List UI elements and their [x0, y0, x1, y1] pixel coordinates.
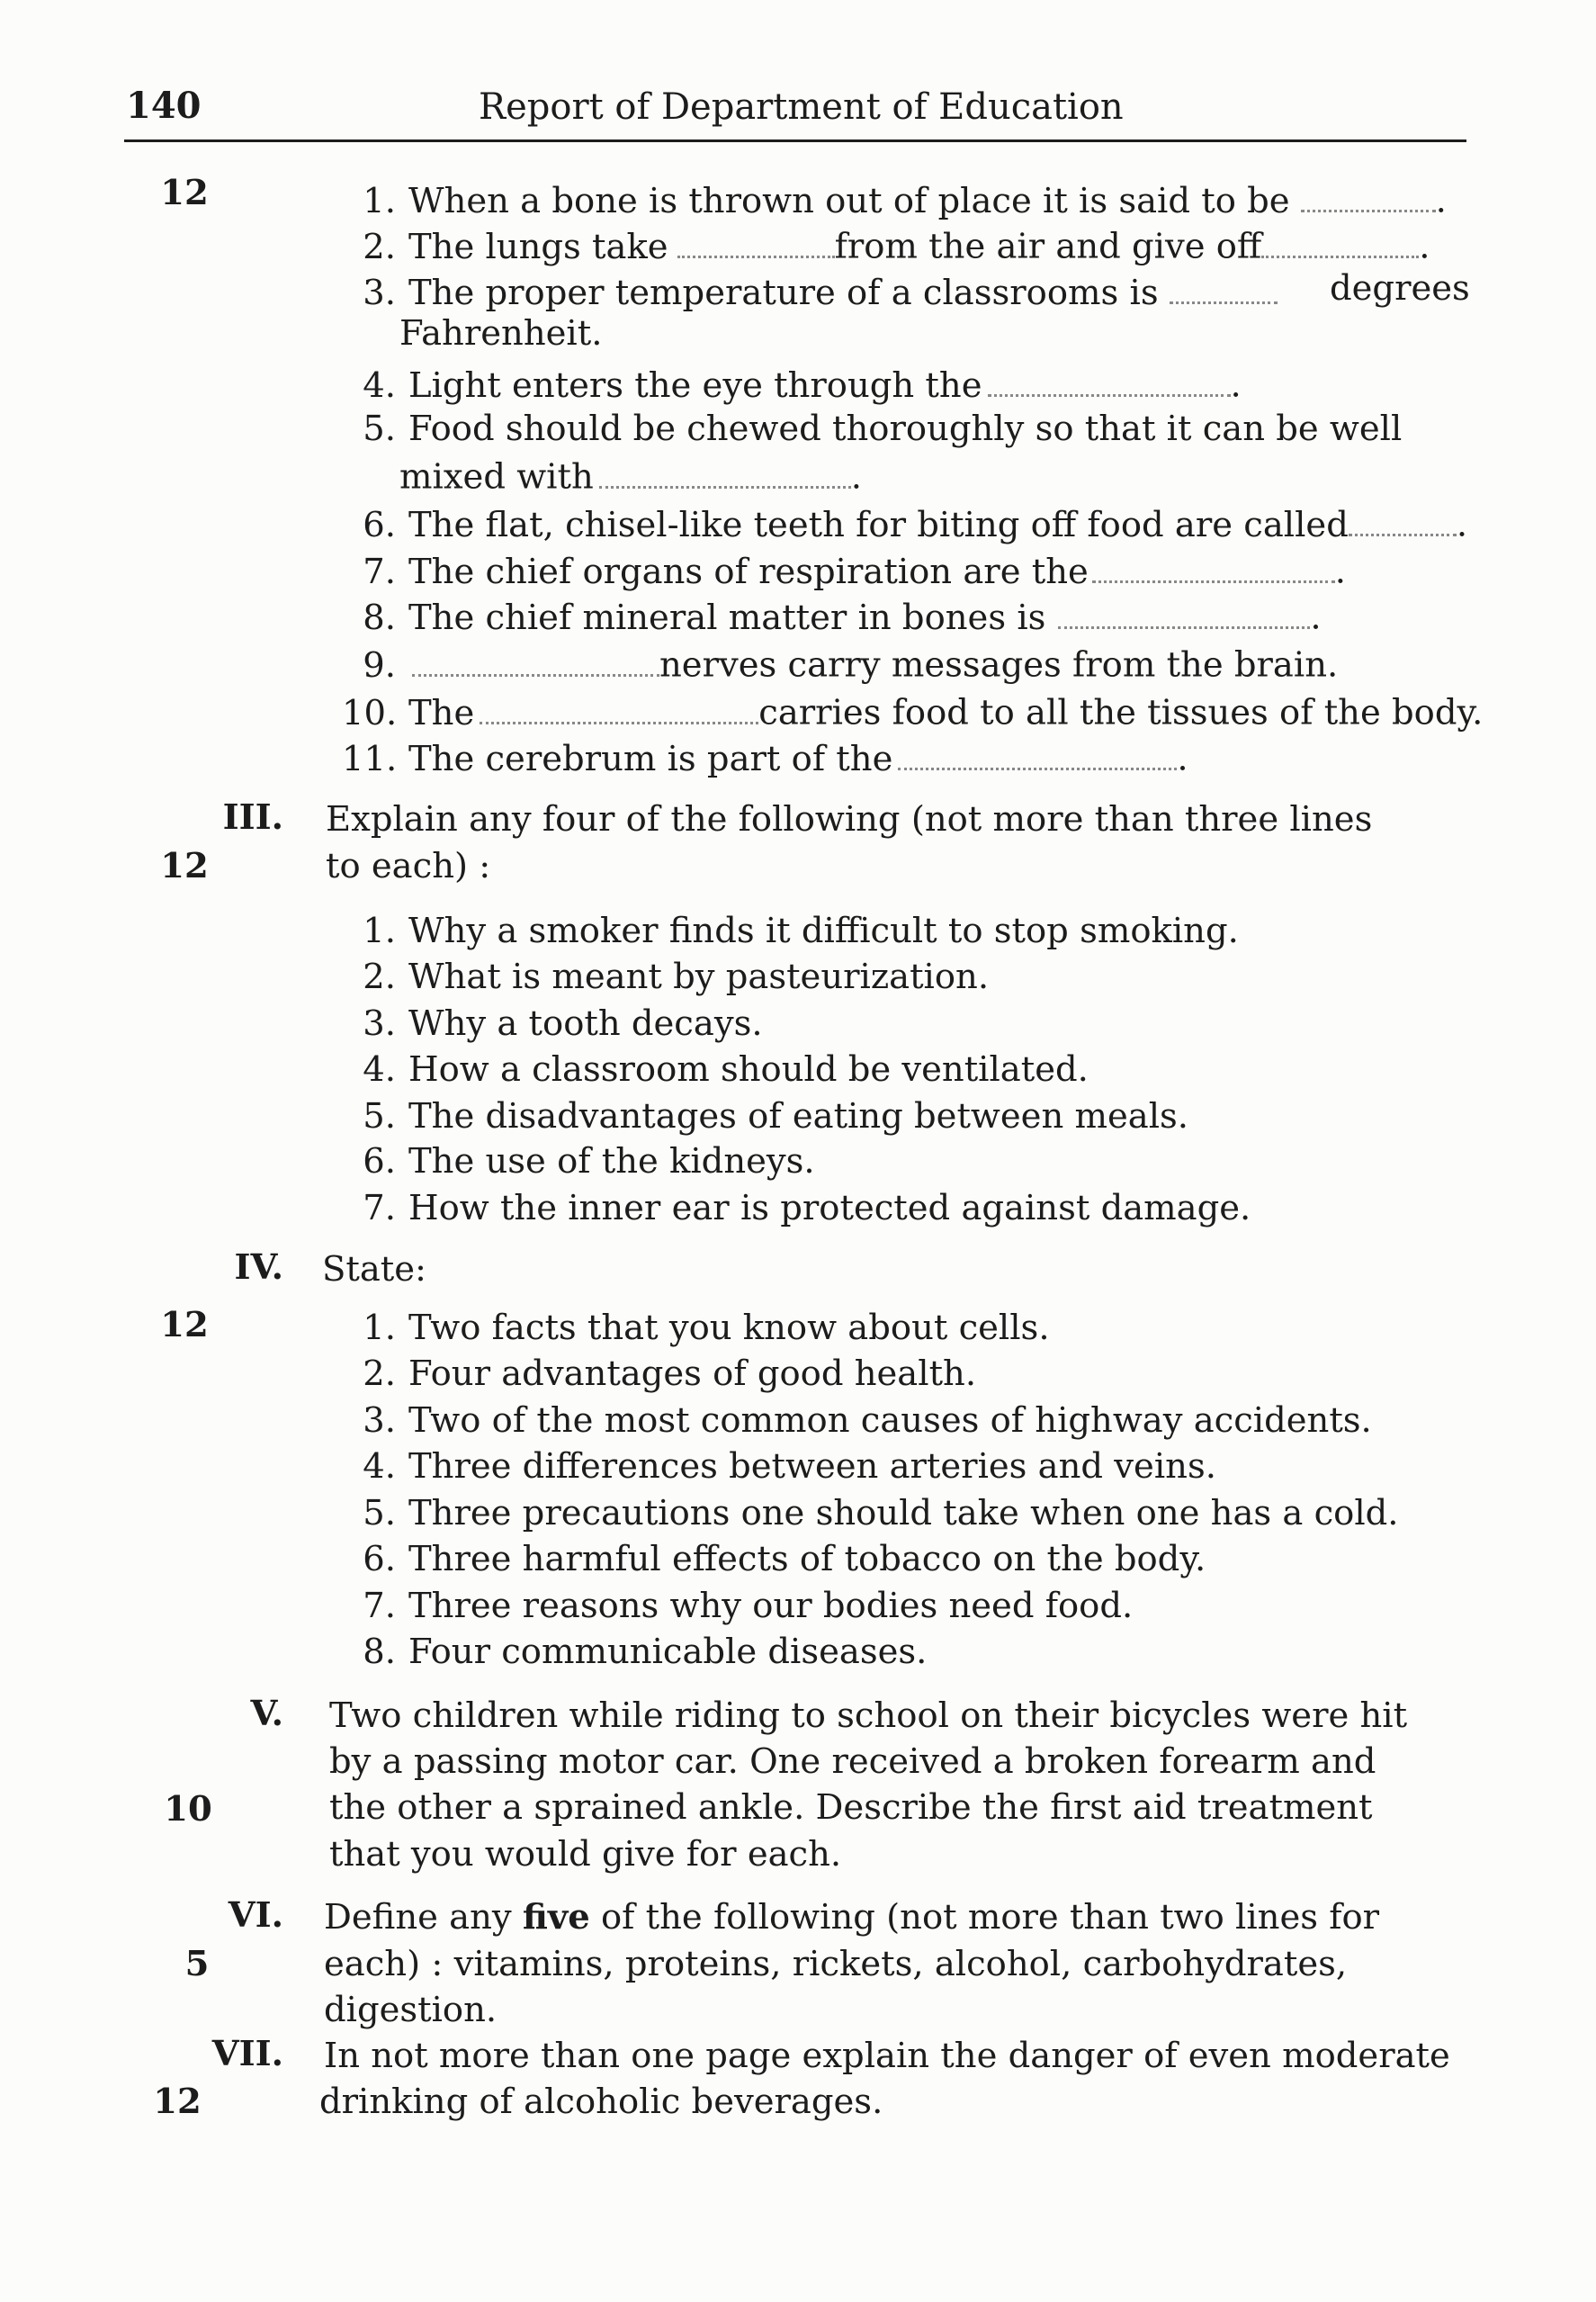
item-text: nerves carry messages from the brain.	[659, 644, 1339, 686]
marks-sec4: 12	[160, 1305, 209, 1345]
item-number: 7.	[363, 1188, 396, 1228]
item-text: The	[408, 692, 475, 733]
list-item	[342, 500, 1466, 545]
item-text: The cerebrum is part of the	[408, 738, 893, 779]
item-text: The lungs take	[408, 226, 668, 267]
section-intro: Explain any four of the following (not more than three lines	[326, 799, 1373, 840]
section-label: III.	[222, 797, 283, 838]
section-text: each) : vitamins, proteins, rickets, alcohol, carbohydrates,	[324, 1944, 1348, 1984]
item-number: 10.	[342, 692, 398, 733]
section-intro: State:	[322, 1249, 427, 1290]
list-item	[342, 1400, 1466, 1441]
item-punct: .	[1435, 180, 1447, 221]
list-item	[342, 688, 1484, 733]
section-text-part: Define any	[324, 1897, 523, 1938]
item-text: Three precautions one should take when one has a cold.	[408, 1493, 1399, 1533]
section-intro: to each) :	[326, 846, 491, 886]
item-text: Two facts that you know about cells.	[408, 1308, 1050, 1348]
blank-line	[1349, 500, 1457, 536]
item-text: The use of the kidneys.	[408, 1141, 815, 1182]
item-text: The chief mineral matter in bones is	[408, 597, 1046, 638]
marks-sec2: 12	[160, 173, 209, 213]
blank-line	[988, 361, 1231, 397]
item-punct: carries food to all the tissues of the body.	[758, 692, 1484, 733]
section-text: In not more than one page explain the danger of even moderate	[324, 2036, 1450, 2076]
section-text: the other a sprained ankle. Describe the first aid treatment	[329, 1787, 1373, 1828]
section-text	[324, 1897, 1379, 1938]
emphasis-text: five	[522, 1897, 590, 1938]
item-text: Three differences between arteries and veins.	[408, 1446, 1216, 1487]
list-item	[342, 409, 1466, 449]
item-punct: .	[1310, 597, 1322, 638]
section-text: by a passing motor car. One received a broken forearm and	[329, 1741, 1376, 1782]
list-item	[342, 1188, 1466, 1228]
item-number: 6.	[363, 1539, 396, 1579]
blank-line	[898, 734, 1177, 770]
section-text-part: of the following (not more than two lines for	[589, 1897, 1380, 1938]
item-number: 4.	[363, 1446, 396, 1487]
item-number: 3.	[363, 1003, 396, 1044]
item-text: mixed with	[399, 456, 594, 498]
header-rule	[124, 139, 1466, 142]
item-number: 4.	[363, 364, 396, 406]
list-item	[342, 1632, 1466, 1672]
list-item	[342, 1049, 1466, 1090]
page-number: 140	[126, 85, 202, 127]
item-text: degrees	[1330, 268, 1470, 309]
marks-sec6: 5	[184, 1944, 210, 1984]
list-item	[342, 957, 1466, 997]
item-text: Two of the most common causes of highway accidents.	[408, 1400, 1372, 1441]
blank-line	[1058, 593, 1310, 629]
item-text: The flat, chisel-like teeth for biting off food are called	[408, 504, 1349, 545]
item-number: 5.	[363, 1096, 396, 1137]
section-label: V.	[250, 1694, 283, 1734]
item-number: 6.	[363, 504, 396, 545]
item-number: 3.	[363, 272, 396, 313]
item-number: 2.	[363, 1353, 396, 1394]
item-text: The disadvantages of eating between meals.	[408, 1096, 1189, 1137]
section-text: Two children while riding to school on their bicycles were hit	[329, 1695, 1408, 1736]
item-number: 9.	[363, 644, 396, 686]
marks-sec7: 12	[153, 2082, 202, 2122]
blank-line	[412, 641, 659, 677]
item-text: Light enters the eye through the	[408, 364, 982, 406]
list-item	[342, 268, 1466, 313]
item-number: 8.	[363, 597, 396, 638]
item-number: 1.	[363, 911, 396, 951]
list-item	[342, 1308, 1466, 1348]
item-text: The chief organs of respiration are the	[408, 551, 1089, 592]
item-text: How a classroom should be ventilated.	[408, 1049, 1089, 1090]
page-title: Report of Department of Education	[479, 86, 1124, 128]
list-item	[342, 222, 1466, 267]
list-item	[342, 361, 1466, 406]
blank-line	[1092, 547, 1335, 583]
item-punct: .	[1419, 226, 1430, 267]
item-punct: .	[1230, 364, 1242, 406]
item-number: 3.	[363, 1400, 396, 1441]
list-item	[342, 1096, 1466, 1137]
item-punct: .	[850, 456, 862, 498]
item-number: 1.	[363, 180, 396, 221]
blank-line	[1170, 268, 1278, 304]
item-number: 2.	[363, 957, 396, 997]
section-text: digestion.	[324, 1990, 498, 2030]
list-item	[342, 1353, 1466, 1394]
section-text: drinking of alcoholic beverages.	[319, 2082, 883, 2122]
item-number: 1.	[363, 1308, 396, 1348]
item-text: Four advantages of good health.	[408, 1353, 977, 1394]
section-label: VII.	[211, 2034, 283, 2074]
item-number: 6.	[363, 1141, 396, 1182]
marks-sec5: 10	[164, 1789, 212, 1830]
list-item	[342, 911, 1466, 951]
list-item	[342, 1493, 1466, 1533]
list-item	[342, 641, 1466, 686]
item-punct: .	[1177, 738, 1188, 779]
list-item	[342, 1586, 1466, 1626]
item-punct: .	[1456, 504, 1468, 545]
item-punct: .	[1334, 551, 1347, 592]
blank-line	[1261, 222, 1419, 258]
section-label: IV.	[234, 1247, 283, 1288]
item-text: How the inner ear is protected against damage.	[408, 1188, 1251, 1228]
list-item	[342, 547, 1466, 592]
item-text: When a bone is thrown out of place it is said to be	[408, 180, 1290, 221]
item-text: What is meant by pasteurization.	[408, 957, 990, 997]
marks-sec3: 12	[160, 846, 209, 886]
blank-line	[480, 688, 758, 724]
item-number: 5.	[363, 409, 396, 449]
item-text: Three harmful effects of tobacco on the body.	[408, 1539, 1206, 1579]
item-text: Food should be chewed thoroughly so that it can be well	[408, 409, 1403, 449]
item-number: 7.	[363, 551, 396, 592]
item-text: Fahrenheit.	[399, 313, 603, 354]
item-number: 11.	[342, 738, 398, 779]
list-item-continuation	[399, 453, 862, 498]
item-number: 4.	[363, 1049, 396, 1090]
item-text: Three reasons why our bodies need food.	[408, 1586, 1134, 1626]
item-text: from the air and give off	[834, 226, 1262, 267]
list-item	[342, 734, 1466, 779]
item-number: 5.	[363, 1493, 396, 1533]
item-text: The proper temperature of a classrooms is	[408, 272, 1159, 313]
blank-line	[677, 222, 835, 258]
section-text: that you would give for each.	[329, 1834, 842, 1875]
list-item	[342, 176, 1466, 221]
item-number: 7.	[363, 1586, 396, 1626]
blank-line	[1301, 176, 1436, 212]
list-item	[342, 593, 1466, 638]
item-text: Why a smoker finds it difficult to stop smoking.	[408, 911, 1239, 951]
section-label: VI.	[228, 1895, 283, 1936]
list-item	[342, 1446, 1466, 1487]
item-text: Why a tooth decays.	[408, 1003, 763, 1044]
list-item	[342, 1539, 1466, 1579]
item-number: 2.	[363, 226, 396, 267]
item-text: Four communicable diseases.	[408, 1632, 928, 1672]
blank-line	[599, 453, 851, 489]
item-number: 8.	[363, 1632, 396, 1672]
list-item	[342, 1141, 1466, 1182]
list-item	[342, 1003, 1466, 1044]
